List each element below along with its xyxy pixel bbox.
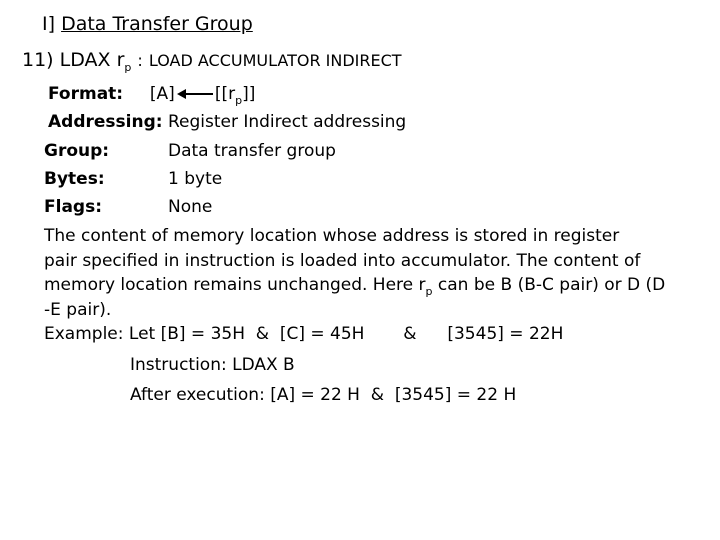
description-line-4: -E pair). <box>44 299 112 320</box>
group-row <box>44 141 704 161</box>
format-row <box>48 84 256 107</box>
left-arrow-icon <box>177 88 213 100</box>
bytes-value: 1 byte <box>168 169 223 189</box>
group-label: Group: <box>44 141 110 161</box>
addressing-label: Addressing: <box>48 112 163 132</box>
description-subscript: p <box>425 285 433 298</box>
example-given: Let [B] = 35H & [C] = 45H <box>128 324 365 344</box>
addressing-value: Register Indirect addressing <box>167 112 407 132</box>
instruction-description: LOAD ACCUMULATOR INDIRECT <box>148 51 402 70</box>
description-line-3a: memory location remains unchanged. Here r <box>44 275 426 295</box>
instruction-title <box>22 49 402 74</box>
description-line-3b: can be B (B-C pair) or D (D <box>432 275 666 295</box>
example-instruction: Instruction: LDAX B <box>130 355 295 375</box>
instruction-mnemonic: LDAX r <box>59 49 125 71</box>
format-lhs: [A] <box>149 84 175 104</box>
description-line-3 <box>44 273 712 298</box>
example-row <box>44 324 563 344</box>
section-prefix: I] <box>42 13 56 35</box>
flags-value: None <box>168 197 213 217</box>
flags-label: Flags: <box>44 197 102 217</box>
example-result: After execution: [A] = 22 H & [3545] = 22 H <box>130 385 517 405</box>
format-label: Format: <box>48 84 124 104</box>
format-rhs-subscript: p <box>235 94 243 107</box>
example-ampersand: & <box>403 324 417 344</box>
bytes-row <box>44 169 704 189</box>
description-line-2: pair specified in instruction is loaded into accumulator. The content of <box>44 250 641 271</box>
instruction-number: 11) <box>22 49 54 71</box>
mnemonic-subscript: p <box>124 61 132 74</box>
format-rhs-open: [[r <box>214 84 236 104</box>
description-line-1: The content of memory location whose address is stored in register <box>44 226 620 246</box>
instruction-separator: : <box>137 51 143 70</box>
example-label: Example: <box>44 324 124 344</box>
flags-row <box>44 197 704 217</box>
example-memory: [3545] = 22H <box>447 324 564 344</box>
format-rhs-close: ]] <box>242 84 256 104</box>
group-title: Data Transfer Group <box>61 13 253 35</box>
addressing-row <box>48 112 708 132</box>
section-heading <box>42 14 253 34</box>
group-value: Data transfer group <box>168 141 336 161</box>
bytes-label: Bytes: <box>44 169 105 189</box>
description-paragraph <box>44 224 712 322</box>
